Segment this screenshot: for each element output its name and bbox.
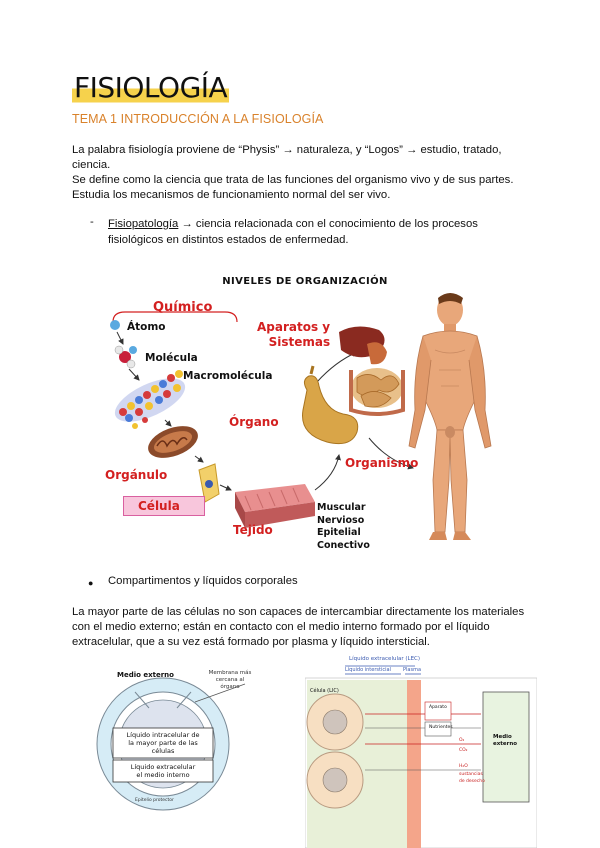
intro-paragraph: [72, 143, 532, 203]
para-line: La mayor parte de las células no son capaces de intercambiar directamente los materiales: [72, 606, 525, 618]
intro-line: Estudia los mecanismos de funcionamiento normal del ser vivo.: [72, 189, 391, 201]
intro-line: ciencia.: [72, 159, 111, 171]
organ-system-icon: [339, 326, 403, 414]
organism-icon: [409, 293, 491, 540]
compartments-figure: [95, 662, 310, 812]
para-line: con el medio externo; están en contacto con el medio interno formado por el líquido: [72, 621, 490, 633]
label-sistemas: Sistemas: [268, 335, 331, 349]
label-aparatos: Aparatos y: [257, 320, 331, 334]
label-quimico: Químico: [153, 300, 213, 315]
extracelular-line: Líquido extracelular: [130, 763, 196, 771]
intracelular-line: Líquido intracelular de: [126, 731, 200, 739]
macromolecule-icon: [109, 369, 191, 430]
label-organo: Órgano: [229, 415, 279, 429]
label-lec: Líquido extracelular (LEC): [349, 656, 421, 662]
page-title: FISIOLOGÍA: [74, 71, 228, 104]
topic-subtitle: TEMA 1 INTRODUCCIÓN A LA FISIOLOGÍA: [72, 112, 324, 126]
label-nutrientes: Nutrientes: [429, 725, 453, 730]
figure-title: NIVELES DE ORGANIZACIÓN: [222, 276, 388, 287]
fisiopatologia-line: [108, 216, 528, 232]
atom-icon: [110, 320, 120, 330]
tissue-type: Epitelial: [317, 527, 361, 538]
membrana-note: [195, 670, 265, 691]
label-desecho: de desecho: [459, 779, 485, 784]
label-medio-externo-right: [493, 734, 517, 748]
fluid-exchange-figure: [305, 652, 537, 848]
intro-line: Se define como la ciencia que trata de las funciones del organismo vivo y de sus partes.: [72, 174, 514, 186]
membrana-note-line: órgano: [220, 684, 240, 690]
label-plasma: Plasma: [403, 667, 422, 673]
label-intersticial: Líquido intersticial: [345, 667, 391, 673]
bullet-marker: ●: [88, 578, 94, 588]
medio-line: externo: [493, 741, 518, 747]
label-co2: CO₂: [459, 748, 468, 753]
label-aparato: Aparato: [429, 705, 447, 710]
tissue-type: Nervioso: [317, 514, 365, 526]
levels-of-organization-figure: [95, 270, 515, 554]
label-organismo: Organismo: [345, 456, 419, 470]
label-celula: Célula: [123, 496, 205, 516]
label-aparatos-sistemas: [257, 320, 330, 350]
extracelular-line: el medio interno: [136, 771, 190, 779]
label-medio-externo: Medio externo: [117, 671, 174, 679]
label-o2: O₂: [459, 738, 465, 743]
tissue-icon: [235, 484, 315, 528]
membrana-note-line: Membrana más: [208, 670, 252, 676]
intro-line: La palabra fisiología proviene de “Physis” → naturaleza, y “Logos” → estudio, tratado,: [72, 144, 502, 156]
label-atomo: Átomo: [127, 321, 166, 333]
label-macromolecula: Macromolécula: [183, 370, 273, 382]
tissue-types-list: [317, 502, 370, 552]
compartments-paragraph: [72, 605, 534, 650]
organelle-icon: [144, 420, 202, 464]
label-molecula: Molécula: [145, 352, 198, 364]
dash-marker: -: [90, 216, 94, 228]
fisiopatologia-item: [108, 216, 528, 248]
membrana-note-line: cercana al: [215, 677, 245, 683]
tissue-type: Conectivo: [317, 539, 370, 551]
fisiopatologia-definition: → ciencia relacionada con el conocimiento de los procesos: [178, 218, 478, 230]
intracelular-line: células: [151, 747, 175, 755]
fisiopatologia-line-2: fisiológicos en distintos estados de enfermedad.: [108, 234, 349, 246]
label-celula-lic: Célula (LIC): [310, 688, 339, 694]
medio-line: Medio: [493, 734, 512, 740]
label-tejido: Tejido: [233, 523, 273, 537]
label-extracelular: [113, 763, 213, 779]
label-intracelular: [113, 731, 213, 755]
molecule-icon: [115, 346, 137, 368]
title-block: [72, 72, 229, 104]
tissue-type: Muscular: [317, 502, 366, 513]
intracelular-line: la mayor parte de las: [128, 739, 198, 747]
fluid-exchange-diagram: [305, 652, 537, 848]
fisiopatologia-term: Fisiopatología: [108, 218, 179, 230]
label-h2o: H₂O: [459, 764, 468, 769]
label-sustancias: sustancias: [459, 772, 483, 777]
para-line: extracelular, que a su vez está formado por plasma y líquido intersticial.: [72, 636, 430, 648]
label-epitelio: Epitelio protector: [135, 798, 174, 803]
compartments-bullet: Compartimentos y líquidos corporales: [108, 575, 298, 587]
label-organulo: Orgánulo: [105, 468, 168, 482]
